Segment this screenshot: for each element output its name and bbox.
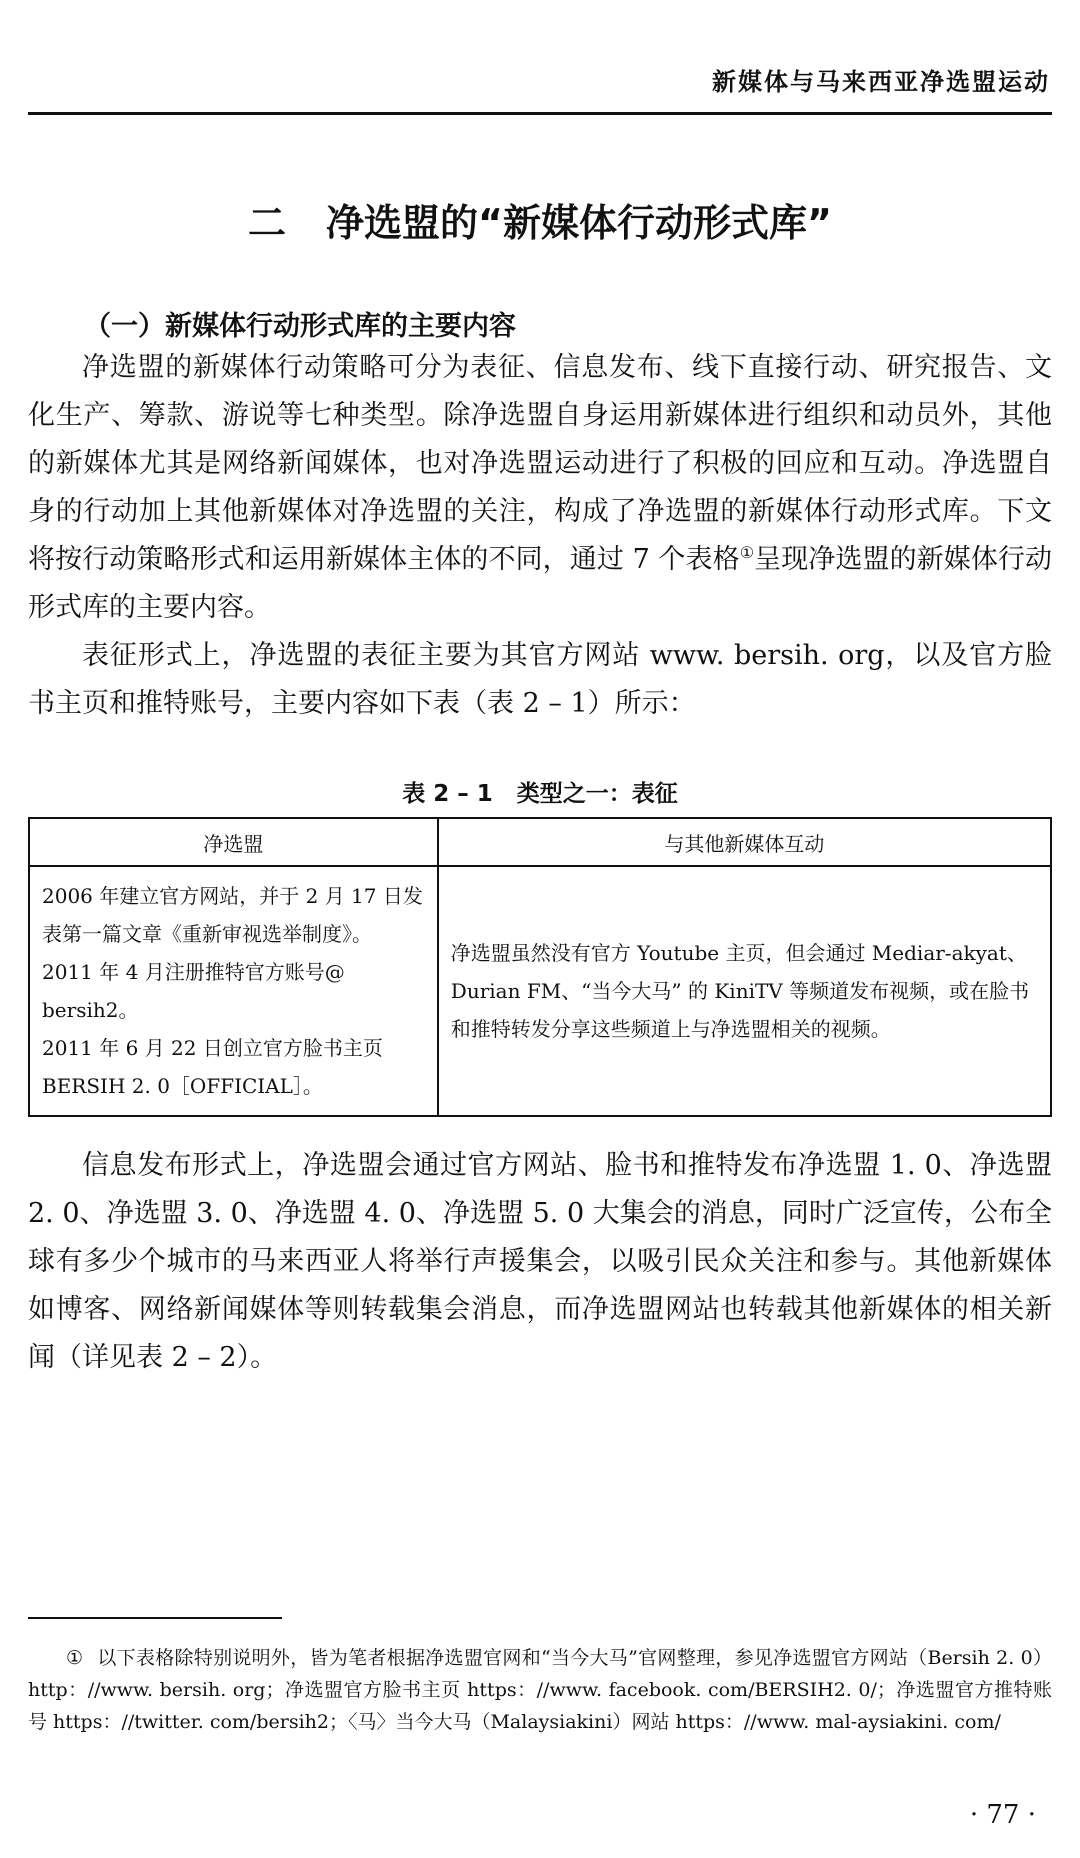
page-number: · 77 · bbox=[969, 1800, 1036, 1830]
table-cell-line: 2011 年 6 月 22 日创立官方脸书主页 BERSIH 2. 0［OFFICIAL］。 bbox=[42, 1036, 383, 1098]
paragraph-2: 表征形式上，净选盟的表征主要为其官方网站 www. bersih. org，以及官方脸书主页和推特账号，主要内容如下表（表 2 – 1）所示： bbox=[28, 640, 1052, 719]
section-title-text: 净选盟的“新媒体行动形式库” bbox=[326, 201, 832, 245]
table-number: 表 2 – 1 bbox=[402, 781, 493, 807]
table-cell-bersih bbox=[29, 866, 438, 1116]
table-header-row bbox=[29, 818, 1051, 866]
footnote-mark: ① bbox=[66, 1647, 84, 1669]
paragraph-3: 信息发布形式上，净选盟会通过官方网站、脸书和推特发布净选盟 1. 0、净选盟 2. 0、净选盟 3. 0、净选盟 4. 0、净选盟 5. 0 大集会的消息，同时广泛宣传，公布全球有多少个城市的马来西亚人将举行声援集会，以吸引民众关注和参与。其他新媒体如博客、网络新闻媒体等则转载集会消息，而净选盟网站也转载其他新媒体的相关新闻（详见表 2 – 2）。 bbox=[28, 1150, 1052, 1373]
section-title bbox=[0, 192, 1080, 247]
footnote-paragraph bbox=[28, 1642, 1052, 1738]
footnote-text: 以下表格除特别说明外，皆为笔者根据净选盟官网和“当今大马”官网整理，参见净选盟官方网站（Bersih 2. 0）http：//www. bersih. org；净选盟官方脸书主页 https：//www. facebook. com/BERSIH2. 0/；净选盟官方推特账号 https：//twitter. com/bersih2；〈马〉当今大马（Malaysiakini）网站 https：//www. mal-aysiakini. com/ bbox=[28, 1647, 1052, 1733]
paragraph-1-text-a: 净选盟的新媒体行动策略可分为表征、信息发布、线下直接行动、研究报告、文化生产、筹款、游说等七种类型。除净选盟自身运用新媒体进行组织和动员外，其他的新媒体尤其是网络新闻媒体，也对净选盟运动进行了积极的回应和互动。净选盟自身的行动加上其他新媒体对净选盟的关注，构成了净选盟的新媒体行动形式库。下文将按行动策略形式和运用新媒体主体的不同，通过 7 个表格 bbox=[28, 352, 1052, 575]
table-header-cell: 净选盟 bbox=[29, 818, 438, 866]
section-number: 二 bbox=[248, 201, 287, 245]
subsection-title: （一）新媒体行动形式库的主要内容 bbox=[84, 311, 516, 342]
data-table bbox=[28, 817, 1052, 1117]
table-header-cell: 与其他新媒体互动 bbox=[438, 818, 1051, 866]
paragraph-1-text-b: 呈现净选盟的新媒体行动形式库的主要内容。 bbox=[28, 544, 1053, 623]
table-caption-text: 类型之一：表征 bbox=[516, 781, 678, 807]
table-row bbox=[29, 866, 1051, 1116]
paragraph-1 bbox=[28, 344, 1052, 632]
table-cell-line: 2006 年建立官方网站，并于 2 月 17 日发表第一篇文章《重新审视选举制度》。 bbox=[42, 884, 423, 946]
body-text-upper bbox=[28, 344, 1052, 728]
table-caption bbox=[0, 775, 1080, 808]
table-cell-line: 2011 年 4 月注册推特官方账号@ bersih2。 bbox=[42, 960, 345, 1022]
footnote-rule bbox=[28, 1617, 282, 1619]
running-header: 新媒体与马来西亚净选盟运动 bbox=[712, 67, 1050, 96]
body-text-lower bbox=[28, 1142, 1052, 1382]
footnote-ref[interactable]: ① bbox=[739, 543, 755, 562]
header-rule bbox=[28, 112, 1052, 115]
table-cell-interaction: 净选盟虽然没有官方 Youtube 主页，但会通过 Mediar-akyat、Durian FM、“当今大马” 的 KiniTV 等频道发布视频，或在脸书和推特转发分享这些频道上与净选盟相关的视频。 bbox=[438, 866, 1051, 1116]
footnote bbox=[28, 1642, 1052, 1738]
